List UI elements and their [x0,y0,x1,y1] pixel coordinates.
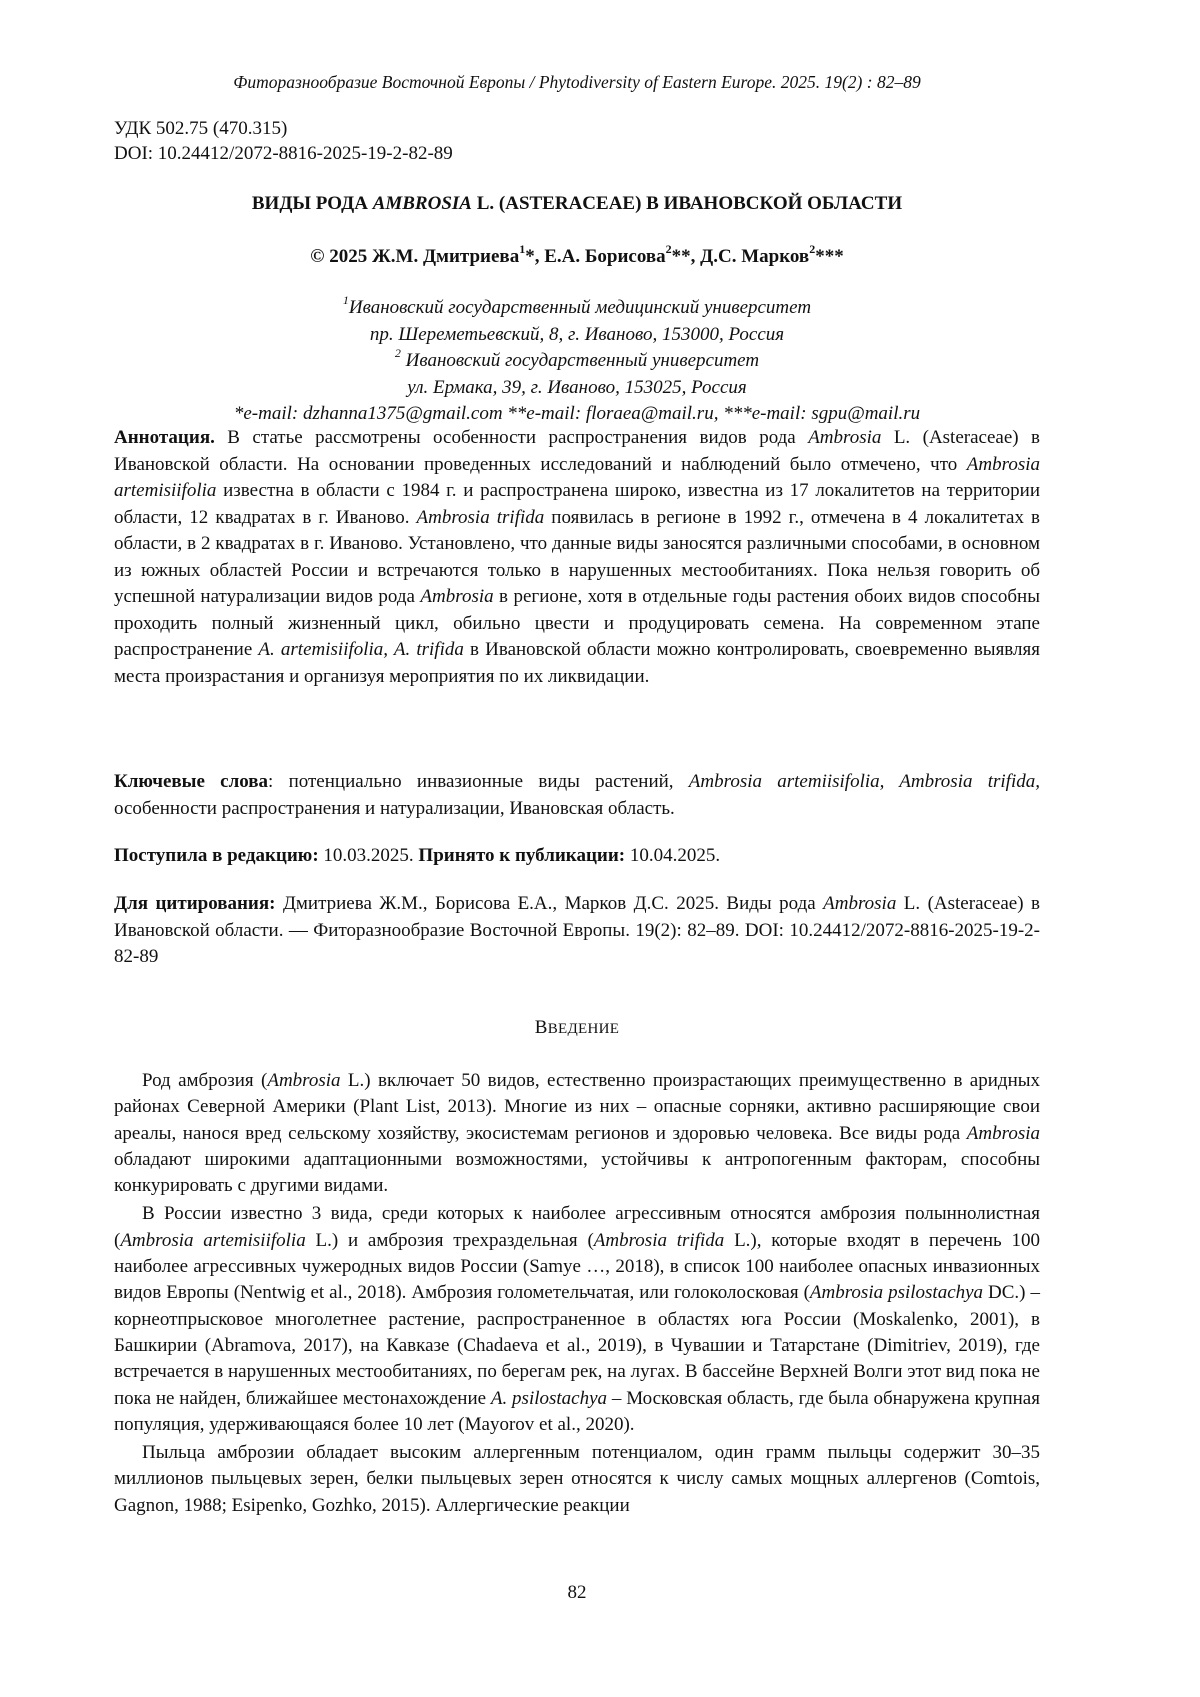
text: В России известно 3 вида, среди которых к наиболее агрессивным относятся амброзия полыннолистная ( [114,1203,1040,1250]
citation-text: Дмитриева Ж.М., Борисова Е.А., Марков Д.С. 2025. Виды рода [276,893,824,914]
author-3-affil: 2 [809,242,815,256]
citation-label: Для цитирования: [114,893,276,914]
abstract-text: L. (Asteraceae) в Ивановской области. На основании проведенных исследований и наблюдений было отмечено, что [114,427,1040,475]
abstract-text: В статье рассмотрены особенности распространения видов рода [215,427,808,448]
title-text: ВИДЫ РОДА [252,193,373,214]
abstract-text: в регионе, хотя в отдельные годы растения обоих видов способны проходить полный жизненный цикл, обильно цвести и продуцировать семена. На современном этапе распространение [114,586,1040,660]
affiliation-1-address: пр. Шереметьевский, 8, г. Иваново, 153000, Россия [114,322,1040,349]
author-3: **, Д.С. Марков [672,246,810,267]
affil-2-number: 2 [395,346,401,360]
heading-rest: ВЕДЕНИЕ [548,1021,620,1037]
citation [114,891,1040,971]
text: L.) включает 50 видов, естественно произрастающих преимущественно в аридных районах Северной Америки (Plant List, 2013). Многие из них – опасные сорняки, активно расширяющие свои ареалы, нанося вред сельскому хозяйству, экосистемам регионов и здоровью человека. Все виды рода [114,1070,1040,1144]
article-title [114,193,1040,215]
abstract-text: известна в области с 1984 г. и распространена широко, известна из 17 локалитетов на территории области, 12 квадратах в г. Иваново. [114,480,1040,528]
text: L.), которые входят в перечень 100 наиболее агрессивных чужеродных видов России (Samye …, 2018), в список 100 наиболее опасных инвазионных видов Европы (Nentwig et al., 2018). Амброзия голометельчатая, или голоколосковая ( [114,1230,1040,1304]
running-head: Фиторазнообразие Восточной Европы / Phytodiversity of Eastern Europe. 2025. 19(2) : 82–89 [114,72,1040,93]
accepted-date: 10.04.2025. [625,845,720,866]
accepted-label: Принято к публикации: [418,845,625,866]
paragraph [114,1201,1040,1438]
author-2-affil: 2 [666,242,672,256]
affiliation-2 [114,348,1040,375]
taxon-name: Ambrosia [267,1070,340,1091]
taxon-name: Ambrosia artemiisifolia, Ambrosia trifida, [689,771,1040,792]
taxon-name: Ambrosia artemisiifolia [120,1230,305,1251]
taxon-name: Ambrosia [823,893,896,914]
text: – Московская область, где была обнаружена крупная популяция, удерживающаяся более 10 лет (Mayorov et al., 2020). [114,1388,1040,1435]
abstract-text: в Ивановской области можно контролировать, своевременно выявляя места произрастания и организуя мероприятия по их ликвидации. [114,639,1040,687]
received-date: 10.03.2025. [319,845,419,866]
affil-1-number: 1 [343,293,349,307]
author-1: © 2025 Ж.М. Дмитриева [310,246,519,267]
text: DC.) – корнеотпрысковое многолетнее растение, распространенное в областях юга России (Moskalenko, 2001), в Башкирии (Abramova, 2017), на Кавказе (Chadaeva et al., 2019), в Чувашии и Татарстане (Dimitriev, 2019), где встречается в нарушенных местообитаниях, по берегам рек, на лугах. В бассейне Верхней Волги этот вид пока не пока не найден, ближайшее местонахождение [114,1282,1040,1408]
keywords [114,769,1040,822]
citation-text: L. (Asteraceae) в Ивановской области. — Фиторазнообразие Восточной Европы. 19(2): 82–89. DOI: 10.24412/2072-8816-2025-19-2-82-89 [114,893,1040,967]
taxon-name: Ambrosia trifida [594,1230,725,1251]
affil-1-name: Ивановский государственный медицинский университет [349,297,811,318]
udk-code: УДК 502.75 (470.315) [114,116,453,141]
heading-initial: В [535,1017,548,1038]
email-line: *e-mail: dzhanna1375@gmail.com **e-mail: floraea@mail.ru, ***e-mail: sgpu@mail.ru [114,401,1040,428]
abstract-text: появилась в регионе в 1992 г., отмечена в 4 локалитетах в области, в 2 квадратах в г. Иваново. Установлено, что данные виды заносятся различными способами, в основном из южных областей России и встречаются только в нарушенных местообитаниях. Пока нельзя говорить об успешной натурализации видов рода [114,507,1040,608]
taxon-name: Ambrosia [420,586,493,607]
paragraph [114,1068,1040,1199]
title-genus: AMBROSIA [373,193,472,214]
section-heading-introduction [114,1017,1040,1039]
keywords-text: особенности распространения и натурализации, Ивановская область. [114,798,675,819]
taxon-name: Ambrosia artemisiifolia [114,454,1040,502]
taxon-name: Ambrosia [808,427,881,448]
paragraph [114,1440,1040,1519]
affiliation-2-address: ул. Ермака, 39, г. Иваново, 153025, Россия [114,375,1040,402]
text: Род амброзия ( [142,1070,267,1091]
introduction-body [114,1068,1040,1521]
taxon-name: Ambrosia trifida [417,507,545,528]
doi-line: DOI: 10.24412/2072-8816-2025-19-2-82-89 [114,141,453,166]
text: Пыльца амброзии обладает высоким аллергенным потенциалом, один грамм пыльцы содержит 30–35 миллионов пыльцевых зерен, белки пыльцевых зерен относятся к числу самых мощных аллергенов (Comtois, Gagnon, 1988; Esipenko, Gozhko, 2015). Аллергические реакции [114,1442,1040,1516]
author-1-affil: 1 [519,242,525,256]
affiliation-1 [114,295,1040,322]
abstract [114,425,1040,690]
affil-2-name: Ивановский государственный университет [401,350,759,371]
received-label: Поступила в редакцию: [114,845,319,866]
keywords-text: : потенциально инвазионные виды растений, [268,771,689,792]
submission-dates [114,843,1040,870]
taxon-name: Ambrosia [967,1123,1040,1144]
identifiers [114,116,453,166]
author-line [114,246,1040,268]
text: обладают широкими адаптационными возможностями, устойчивы к антропогенным факторам, способны конкурировать с другими видами. [114,1149,1040,1196]
page-number: 82 [114,1582,1040,1604]
title-text-end: L. (ASTERACEAE) В ИВАНОВСКОЙ ОБЛАСТИ [472,193,902,214]
abstract-label: Аннотация. [114,427,215,448]
text: L.) и амброзия трехраздельная ( [306,1230,594,1251]
author-3-mark: *** [815,246,844,267]
taxon-name: A. artemisiifolia, A. trifida [258,639,463,660]
keywords-label: Ключевые слова [114,771,268,792]
author-2: *, Е.А. Борисова [525,246,665,267]
affiliations [114,295,1040,428]
taxon-name: A. psilostachya [491,1388,607,1409]
taxon-name: Ambrosia psilostachya [810,1282,983,1303]
